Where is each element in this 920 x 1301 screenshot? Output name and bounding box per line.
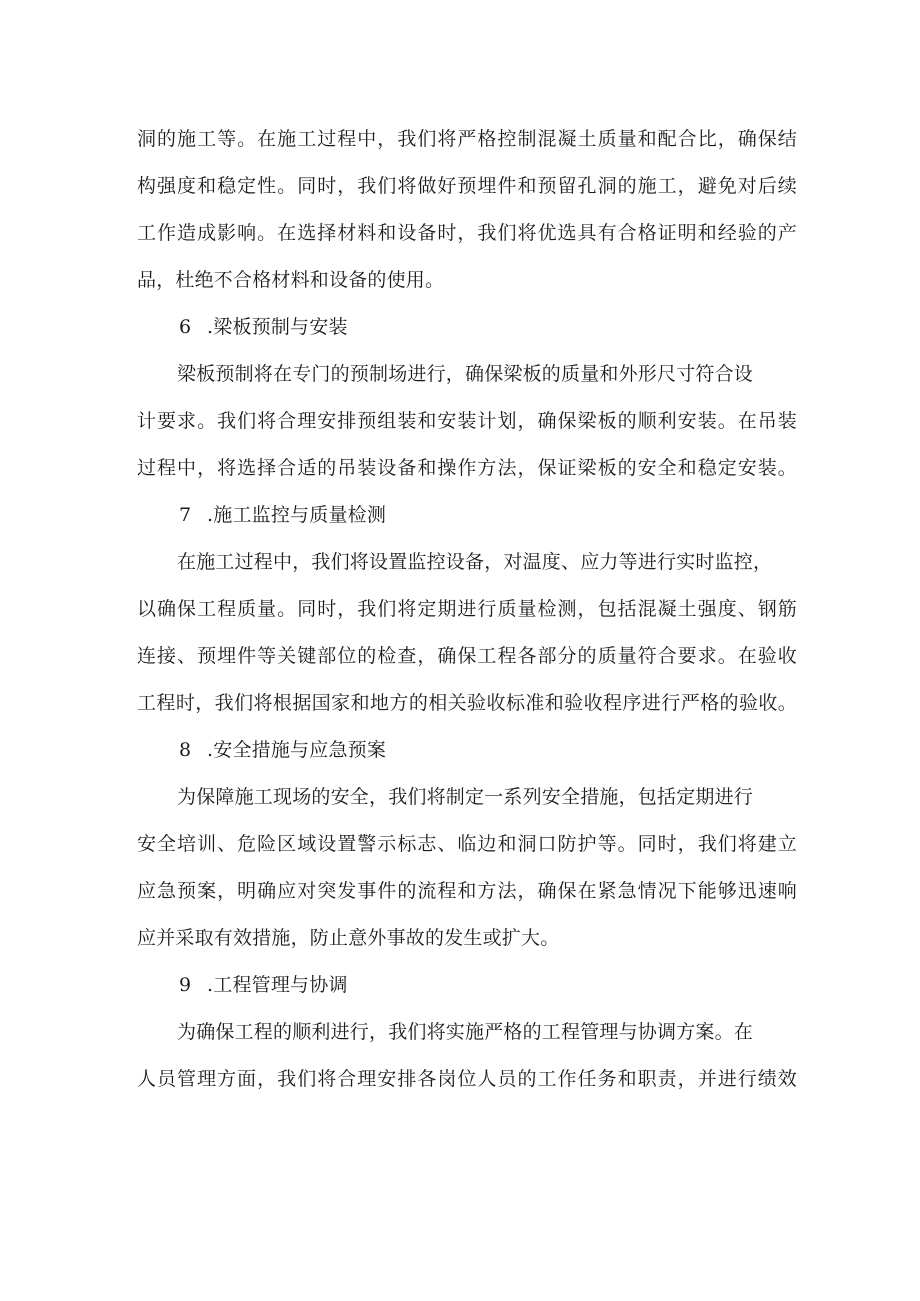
section-heading-6 — [137, 316, 797, 339]
paragraph-line: 工作造成影响。在选择材料和设备时，我们将优选具有合格证明和经验的产 — [137, 222, 797, 244]
section-number: 6 — [179, 316, 192, 338]
paragraph-line: 工程时，我们将根据国家和地方的相关验收标准和验收程序进行严格的验收。 — [137, 692, 797, 714]
section-heading-7 — [137, 504, 797, 527]
paragraph-line: 安全培训、危险区域设置警示标志、临边和洞口防护等。同时，我们将建立 — [137, 833, 797, 855]
paragraph-line: 连接、预埋件等关键部位的检查，确保工程各部分的质量符合要求。在验收 — [137, 645, 797, 667]
paragraph-line: 为保障施工现场的安全，我们将制定一系列安全措施，包括定期进行 — [177, 786, 754, 808]
paragraph-line: 梁板预制将在专门的预制场进行，确保梁板的质量和外形尺寸符合设 — [177, 363, 754, 385]
paragraph-line: 过程中，将选择合适的吊装设备和操作方法，保证梁板的安全和稳定安装。 — [137, 457, 797, 479]
section-heading-8 — [137, 739, 797, 762]
paragraph-line: 为确保工程的顺利进行，我们将实施严格的工程管理与协调方案。在 — [177, 1021, 754, 1043]
section-heading-9 — [137, 974, 797, 997]
paragraph-line: 洞的施工等。在施工过程中，我们将严格控制混凝土质量和配合比，确保结 — [137, 128, 797, 150]
paragraph-line: 应急预案，明确应对突发事件的流程和方法，确保在紧急情况下能够迅速响 — [137, 880, 797, 902]
section-title: .梁板预制与安装 — [207, 316, 348, 338]
paragraph-line: 以确保工程质量。同时，我们将定期进行质量检测，包括混凝土强度、钢筋 — [137, 598, 797, 620]
paragraph-line: 人员管理方面，我们将合理安排各岗位人员的工作任务和职责，并进行绩效 — [137, 1068, 797, 1090]
paragraph-line: 构强度和稳定性。同时，我们将做好预埋件和预留孔洞的施工，避免对后续 — [137, 175, 797, 197]
document-body — [137, 128, 797, 1115]
section-number: 7 — [179, 504, 192, 526]
section-title: .工程管理与协调 — [207, 974, 348, 996]
section-title: .安全措施与应急预案 — [207, 739, 387, 761]
paragraph-line: 品，杜绝不合格材料和设备的使用。 — [137, 269, 445, 291]
paragraph-line: 应并采取有效措施，防止意外事故的发生或扩大。 — [137, 927, 560, 949]
section-number: 9 — [179, 974, 192, 996]
paragraph-line: 在施工过程中，我们将设置监控设备，对温度、应力等进行实时监控， — [177, 551, 773, 573]
paragraph-line: 计要求。我们将合理安排预组装和安装计划，确保梁板的顺利安装。在吊装 — [137, 410, 797, 432]
section-number: 8 — [179, 739, 192, 761]
section-title: .施工监控与质量检测 — [207, 504, 387, 526]
